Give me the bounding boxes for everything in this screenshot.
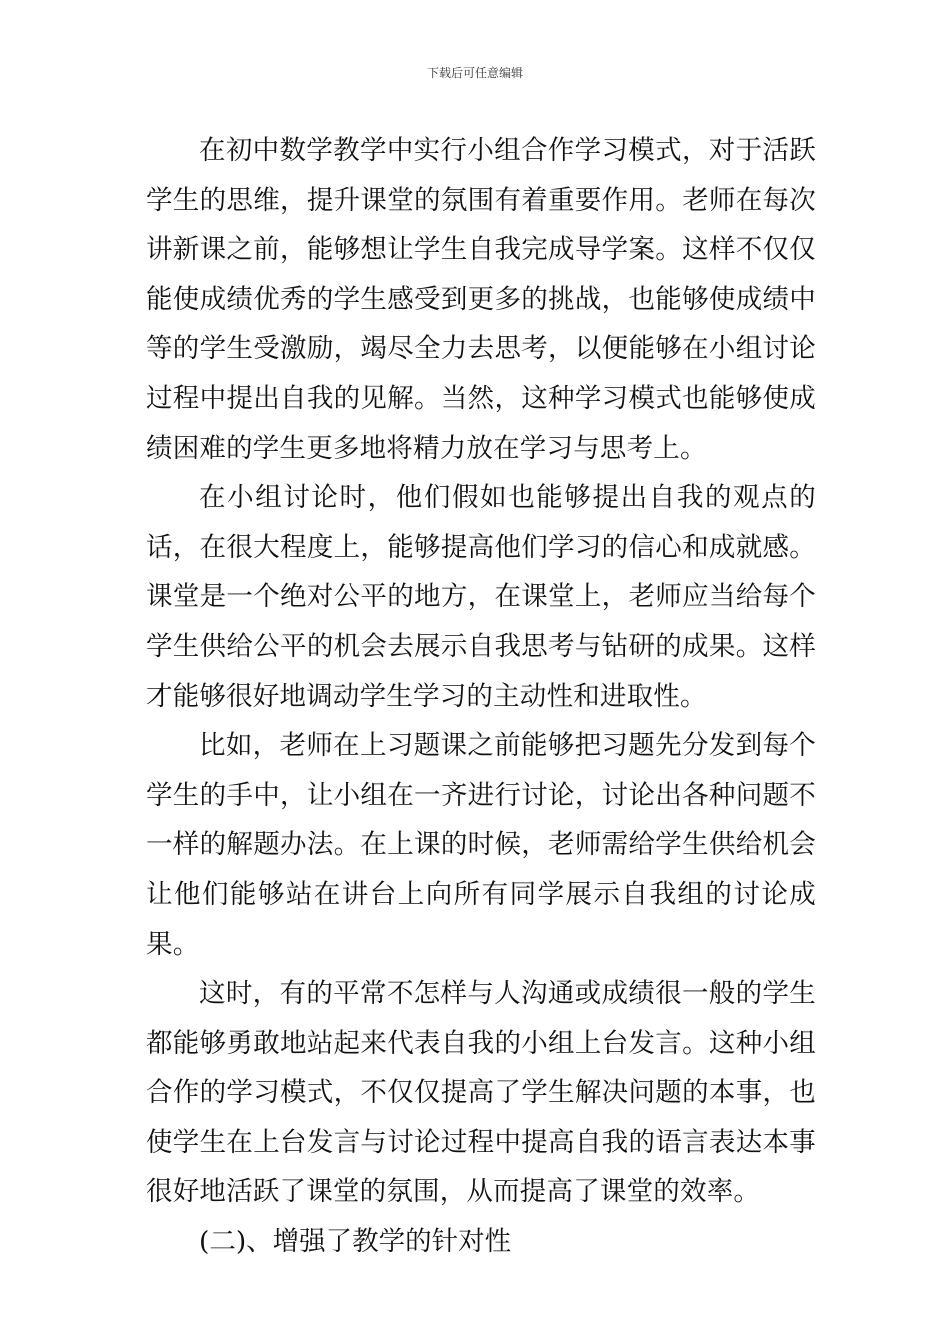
- paragraph-2: 在小组讨论时，他们假如也能够提出自我的观点的话，在很大程度上，能够提高他们学习的信心和成就感。课堂是一个绝对公平的地方，在课堂上，老师应当给每个学生供给公平的机会去展示自我思考与钻研的成果。这样才能够很好地调动学生学习的主动性和进取性。: [146, 482, 816, 712]
- paragraph-3: 比如，老师在上习题课之前能够把习题先分发到每个学生的手中，让小组在一齐进行讨论，讨论出各种问题不一样的解题办法。在上课的时候，老师需给学生供给机会让他们能够站在讲台上向所有同学展示自我组的讨论成果。: [146, 730, 816, 960]
- document-body: [146, 126, 816, 1267]
- paragraph-1: 在初中数学教学中实行小组合作学习模式，对于活跃学生的思维，提升课堂的氛围有着重要作用。老师在每次讲新课之前，能够想让学生自我完成导学案。这样不仅仅能使成绩优秀的学生感受到更多的挑战，也能够使成绩中等的学生受激励，竭尽全力去思考，以便能够在小组讨论过程中提出自我的见解。当然，这种学习模式也能够使成绩困难的学生更多地将精力放在学习与思考上。: [146, 135, 816, 464]
- paragraph-4: 这时，有的平常不怎样与人沟通或成绩很一般的学生都能够勇敢地站起来代表自我的小组上台发言。这种小组合作的学习模式，不仅仅提高了学生解决问题的本事，也使学生在上台发言与讨论过程中提高自我的语言表达本事很好地活跃了课堂的氛围，从而提高了课堂的效率。: [146, 978, 816, 1208]
- section-heading: (二)、增强了教学的针对性: [199, 1226, 512, 1258]
- page-header-note: 下载后可任意编辑: [426, 66, 523, 80]
